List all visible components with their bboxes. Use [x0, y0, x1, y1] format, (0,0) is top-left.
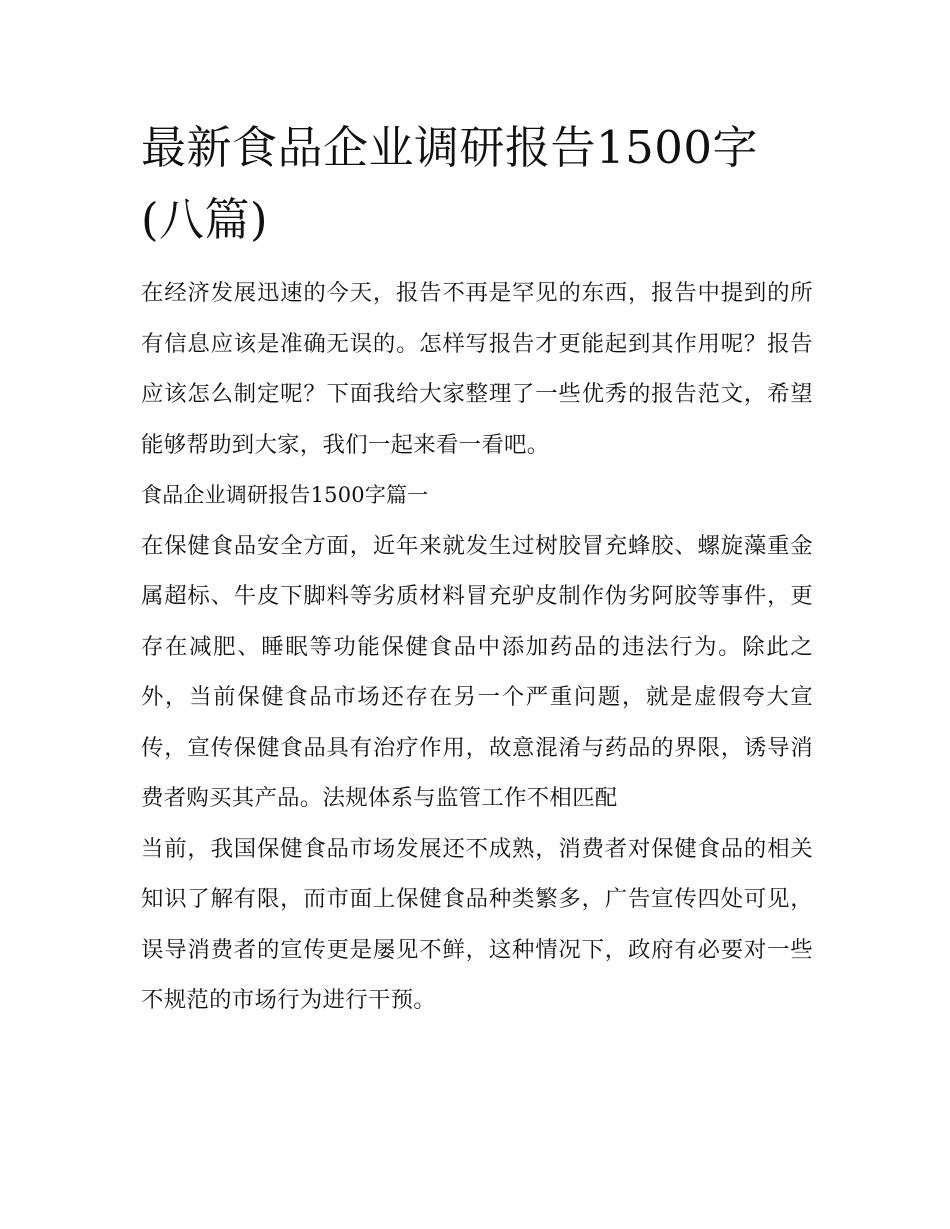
body-paragraph: 在保健食品安全方面，近年来就发生过树胶冒充蜂胶、螺旋藻重金属超标、牛皮下脚料等劣质材料冒充驴皮制作伪劣阿胶等事件，更存在减肥、睡眠等功能保健食品中添加药品的违法行为。除此之外，当前保健食品市场还存在另一个严重问题，就是虚假夸大宣传，宣传保健食品具有治疗作用，故意混淆与药品的界限，诱导消费者购买其产品。法规体系与监管工作不相匹配	[141, 532, 813, 811]
intro-paragraph: 在经济发展迅速的今天，报告不再是罕见的东西，报告中提到的所有信息应该是准确无误的。怎样写报告才更能起到其作用呢？报告应该怎么制定呢？下面我给大家整理了一些优秀的报告范文，希望能够帮助到大家，我们一起来看一看吧。	[141, 280, 813, 458]
body-paragraph: 当前，我国保健食品市场发展还不成熟，消费者对保健食品的相关知识了解有限，而市面上保健食品种类繁多，广告宣传四处可见，误导消费者的宣传更是屡见不鲜，这种情况下，政府有必要对一些不规范的市场行为进行干预。	[141, 835, 813, 1013]
document-content	[141, 112, 813, 1026]
document-title: 最新食品企业调研报告1500字(八篇)	[141, 121, 759, 246]
section-heading: 食品企业调研报告1500字篇一	[141, 483, 429, 507]
